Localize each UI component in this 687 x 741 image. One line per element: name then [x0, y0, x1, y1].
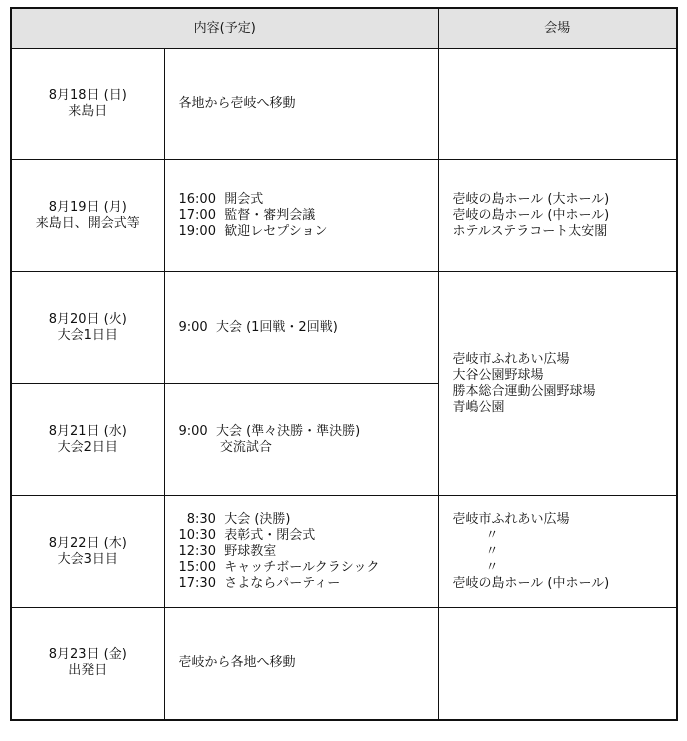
table-row: [11, 496, 677, 608]
day-label: 大会1日目: [57, 327, 118, 343]
content-cell: [164, 496, 438, 608]
venue-header: 会場: [438, 8, 677, 49]
venue-item: 壱岐市ふれあい広場: [452, 351, 570, 367]
venue-item: 〃: [452, 559, 499, 575]
day-label: 出発日: [68, 663, 108, 679]
table-row: [11, 160, 677, 272]
date-text: 8月20日 (火): [48, 311, 127, 327]
day-label: 来島日、開会式等: [35, 215, 140, 231]
venue-item: 壱岐の島ホール (中ホール): [452, 575, 610, 591]
schedule-item: 各地から壱岐へ移動: [178, 96, 296, 111]
date-text: 8月23日 (金): [48, 647, 127, 663]
date-text: 8月19日 (月): [48, 199, 127, 215]
date-text: 8月22日 (木): [48, 535, 127, 551]
venue-item: 壱岐市ふれあい広場: [452, 511, 570, 527]
venue-item: 〃: [452, 543, 499, 559]
schedule-item: 17:30 さよならパーティー: [178, 575, 341, 591]
date-cell: [11, 272, 164, 384]
venue-cell: [438, 160, 677, 272]
date-cell: [11, 384, 164, 496]
schedule-item: 16:00 開会式: [178, 191, 264, 207]
venue-item: 〃: [452, 527, 499, 543]
table-row: [11, 272, 677, 384]
date-cell: [11, 49, 164, 160]
header-row: [11, 8, 677, 49]
table-row: [11, 49, 677, 160]
date-text: 8月21日 (水): [48, 423, 127, 439]
venue-cell: [438, 49, 677, 160]
venue-item: 大谷公園野球場: [452, 367, 544, 383]
table-row: [11, 608, 677, 720]
schedule-table: [10, 7, 678, 721]
date-cell: [11, 160, 164, 272]
venue-item: 壱岐の島ホール (中ホール): [452, 207, 610, 223]
venue-item: 壱岐の島ホール (大ホール): [452, 191, 610, 207]
shared-venue-cell: [438, 272, 677, 496]
content-cell: [164, 608, 438, 720]
schedule-item: 15:00 キャッチボールクラシック: [178, 559, 380, 575]
content-cell: [164, 160, 438, 272]
day-label: 大会2日目: [57, 439, 118, 455]
content-header: 内容(予定): [11, 8, 438, 49]
date-cell: [11, 608, 164, 720]
schedule-item: 10:30 表彰式・閉会式: [178, 527, 316, 543]
content-cell: [164, 384, 438, 496]
schedule-item: 交流試合: [178, 439, 272, 455]
day-label: 大会3日目: [57, 551, 118, 567]
content-cell: [164, 49, 438, 160]
schedule-item: 壱岐から各地へ移動: [178, 655, 296, 671]
content-cell: [164, 272, 438, 384]
venue-item: 青嶋公園: [452, 399, 505, 415]
schedule-item: 12:30 野球教室: [178, 543, 277, 559]
venue-item: ホテルステラコート太安閣: [452, 223, 608, 239]
day-label: 来島日: [68, 104, 108, 119]
date-text: 8月18日 (日): [48, 88, 127, 103]
venue-cell: [438, 608, 677, 720]
schedule-item: 19:00 歓迎レセプション: [178, 223, 328, 239]
schedule-item: 8:30 大会 (決勝): [178, 511, 291, 527]
schedule-item: 9:00 大会 (準々決勝・準決勝): [178, 423, 361, 439]
venue-cell: [438, 496, 677, 608]
schedule-item: 9:00 大会 (1回戦・2回戦): [178, 319, 338, 335]
date-cell: [11, 496, 164, 608]
venue-item: 勝本総合運動公園野球場: [452, 383, 596, 399]
schedule-item: 17:00 監督・審判会議: [178, 207, 316, 223]
